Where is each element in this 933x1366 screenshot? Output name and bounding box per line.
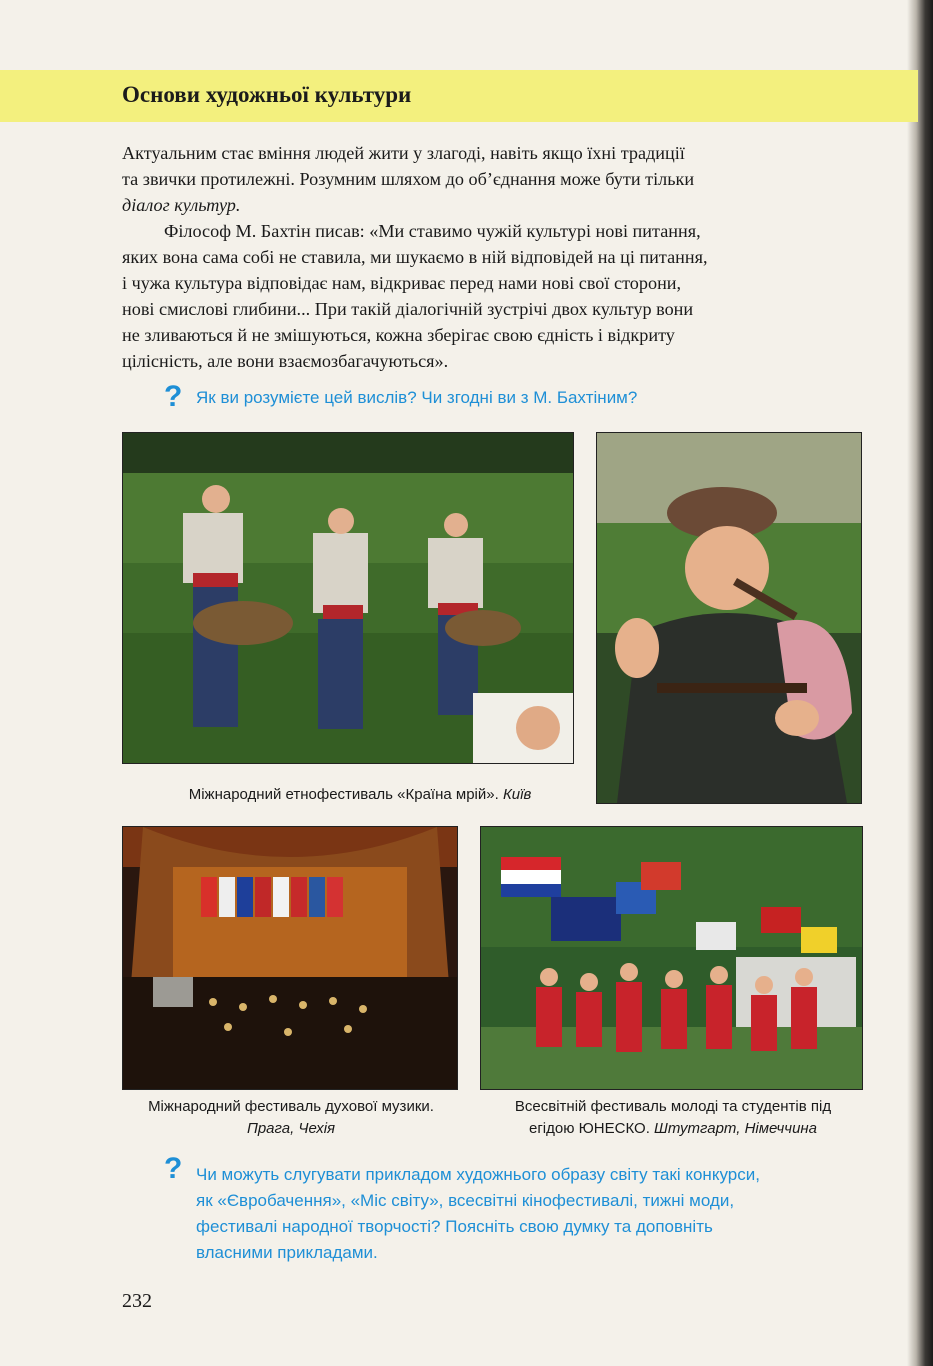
photo-bagpiper [596,432,862,804]
text-line: та звички протилежні. Розумним шляхом до об’єднання може бути тільки [122,169,695,189]
book-spine-shadow [907,0,933,1366]
text-line: Філософ М. Бахтін писав: «Ми ставимо чужій культурі нові питання, [164,221,701,241]
caption-text: Міжнародний фестиваль духової музики. [148,1098,434,1115]
text-line: не зливаються й не змішуються, кожна зберігає свою єдність і відкриту [122,325,675,345]
question-line: Чи можуть слугувати прикладом художнього образу світу такі конкурси, [196,1165,760,1184]
text-line: нові смислові глибини... При такій діалогічній зустрічі двох культур вони [122,299,694,319]
caption-place: Прага, Чехія [246,1120,336,1137]
question-line: фестивалі народної творчості? Поясніть свою думку та доповніть [196,1217,713,1236]
text-line: Актуальним стає вміння людей жити у злагоді, навіть якщо їхні традиції [122,143,685,163]
caption-place: Київ [502,786,532,803]
caption-brass-festival [118,1096,464,1140]
caption-text: егідою ЮНЕСКО. [528,1120,655,1137]
photo-ethnofestival-musicians [122,432,574,764]
caption-place: Штутгарт, Німеччина [654,1120,818,1137]
question-line: як «Євробачення», «Міс світу», всесвітні кінофестивалі, тижні моди, [196,1191,735,1210]
photo-brass-orchestra [122,826,458,1090]
caption-youth-festival [486,1096,860,1140]
paragraph-dialogue-of-cultures [122,140,864,218]
question-mark-icon: ? [164,1152,183,1185]
caption-text: Всесвітній фестиваль молоді та студентів під [514,1098,832,1115]
paragraph-bakhtin-quote [122,218,864,374]
text-line-italic: діалог культур. [122,195,241,215]
text-line: і чужа культура відповідає нам, відкриває перед нами нові свої сторони, [122,273,682,293]
section-title: Основи художньої культури [122,82,412,107]
text-line: цілісність, але вони взаємозбагачуються». [122,351,449,371]
caption-text: Міжнародний етнофестиваль «Країна мрій». [188,786,503,803]
caption-ethnofestival [150,784,570,806]
caption-text-line2 [486,1118,860,1140]
photo-youth-festival-flags [480,826,863,1090]
question-text: Як ви розумієте цей вислів? Чи згодні ви з М. Бахтіним? [196,388,638,407]
question-line: власними прикладами. [196,1243,378,1262]
text-line: яких вона сама собі не ставила, ми шукаємо в ній відповідей на ці питання, [122,247,708,267]
page-number: 232 [122,1290,152,1312]
question-text-festivals [196,1162,856,1266]
question-mark-icon: ? [164,380,183,413]
